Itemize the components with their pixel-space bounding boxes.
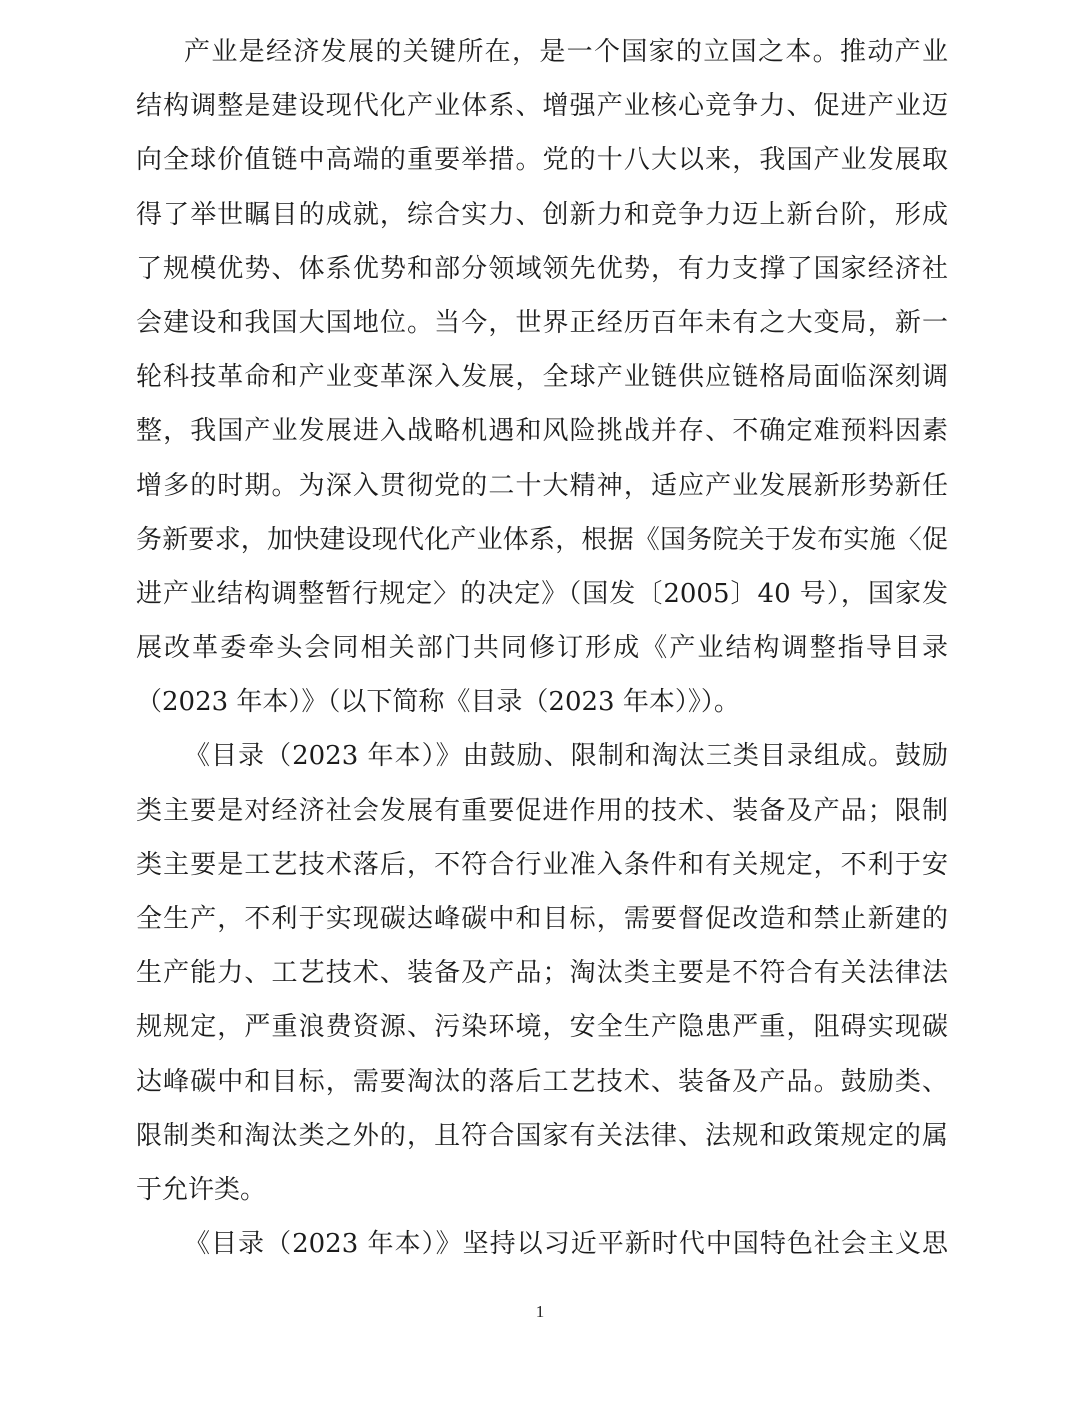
paragraph-line: 产业是经济发展的关键所在，是一个国家的立国之本。推动产业: [184, 37, 948, 67]
paragraph-line: 类主要是工艺技术落后，不符合行业准入条件和有关规定，不利于安: [136, 849, 948, 880]
paragraph-line: 进产业结构调整暂行规定〉的决定》（国发〔2005〕40 号），国家发: [136, 578, 948, 609]
paragraph-line: 展改革委牵头会同相关部门共同修订形成《产业结构调整指导目录: [136, 633, 948, 664]
paragraph-line: 了规模优势、体系优势和部分领域领先优势，有力支撑了国家经济社: [136, 253, 948, 284]
paragraph-line: 于允许类。: [136, 1174, 267, 1205]
body-text: [136, 30, 948, 1276]
paragraph-line: 全生产，不利于实现碳达峰碳中和目标，需要督促改造和禁止新建的: [136, 904, 948, 934]
paragraph-1: [136, 30, 948, 734]
paragraph-line: （2023 年本）》（以下简称《目录（2023 年本）》）。: [136, 687, 740, 718]
page-number: 1: [535, 1302, 545, 1321]
paragraph-line: 限制类和淘汰类之外的，且符合国家有关法律、法规和政策规定的属: [136, 1120, 948, 1151]
paragraph-2: [136, 734, 948, 1222]
paragraph-line: 务新要求，加快建设现代化产业体系，根据《国务院关于发布实施〈促: [136, 524, 948, 555]
paragraph-line: 结构调整是建设现代化产业体系、增强产业核心竞争力、促进产业迈: [136, 91, 948, 122]
paragraph-line: 轮科技革命和产业变革深入发展，全球产业链供应链格局面临深刻调: [136, 362, 948, 393]
paragraph-line: 生产能力、工艺技术、装备及产品；淘汰类主要是不符合有关法律法: [136, 958, 948, 989]
paragraph-line: 类主要是对经济社会发展有重要促进作用的技术、装备及产品；限制: [136, 795, 948, 826]
paragraph-line: 《目录（2023 年本）》坚持以习近平新时代中国特色社会主义思: [184, 1229, 948, 1260]
paragraph-line: 增多的时期。为深入贯彻党的二十大精神，适应产业发展新形势新任: [136, 470, 948, 501]
paragraph-line: 得了举世瞩目的成就，综合实力、创新力和竞争力迈上新台阶，形成: [136, 199, 948, 230]
paragraph-line: 达峰碳中和目标，需要淘汰的落后工艺技术、装备及产品。鼓励类、: [136, 1066, 948, 1097]
paragraph-line: 规规定，严重浪费资源、污染环境，安全生产隐患严重，阻碍实现碳: [136, 1012, 948, 1043]
paragraph-line: 会建设和我国大国地位。当今，世界正经历百年未有之大变局，新一: [136, 307, 948, 338]
paragraph-3: [136, 1222, 948, 1276]
paragraph-line: 整，我国产业发展进入战略机遇和风险挑战并存、不确定难预料因素: [136, 416, 948, 447]
paragraph-line: 向全球价值链中高端的重要举措。党的十八大以来，我国产业发展取: [136, 145, 948, 176]
paragraph-line: 《目录（2023 年本）》由鼓励、限制和淘汰三类目录组成。鼓励: [184, 741, 948, 772]
